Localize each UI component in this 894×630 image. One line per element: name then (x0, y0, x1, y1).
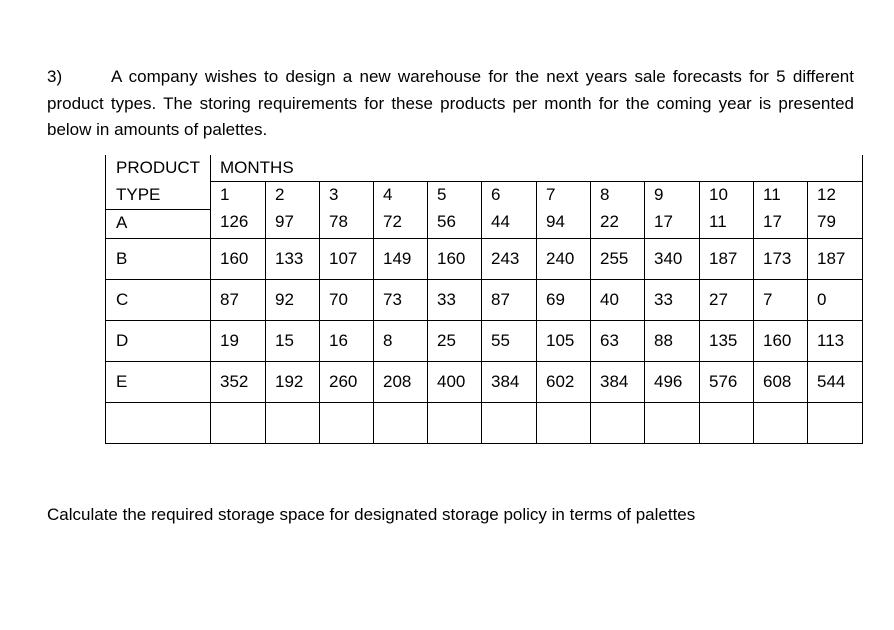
value-cell: 107 (320, 238, 374, 279)
value-cell: 192 (266, 361, 320, 402)
value-cell: 496 (645, 361, 700, 402)
month-header-cell: 6 (482, 182, 537, 210)
value-cell: 73 (374, 279, 428, 320)
value-cell: 602 (537, 361, 591, 402)
month-header-cell: 7 (537, 182, 591, 210)
value-cell: 105 (537, 320, 591, 361)
value-cell: 133 (266, 238, 320, 279)
month-header-cell: 8 (591, 182, 645, 210)
empty-cell (808, 402, 863, 443)
value-cell: 63 (591, 320, 645, 361)
value-cell: 160 (428, 238, 482, 279)
value-cell: 94 (537, 209, 591, 238)
value-cell: 33 (645, 279, 700, 320)
value-cell: 135 (700, 320, 754, 361)
table-row (106, 361, 863, 402)
month-header-cell: 2 (266, 182, 320, 210)
value-cell: 40 (591, 279, 645, 320)
value-cell: 97 (266, 209, 320, 238)
product-type-header: PRODUCT (106, 155, 211, 182)
value-cell: 11 (700, 209, 754, 238)
value-cell: 384 (482, 361, 537, 402)
value-cell: 187 (808, 238, 863, 279)
value-cell: 8 (374, 320, 428, 361)
product-type-cell: D (106, 320, 211, 361)
product-type-header-line2: TYPE (106, 182, 211, 210)
value-cell: 27 (700, 279, 754, 320)
value-cell: 16 (320, 320, 374, 361)
empty-cell (211, 402, 266, 443)
value-cell: 72 (374, 209, 428, 238)
value-cell: 17 (645, 209, 700, 238)
problem-statement (47, 64, 854, 144)
value-cell: 79 (808, 209, 863, 238)
question-text: Calculate the required storage space for designated storage policy in terms of palettes (47, 505, 696, 524)
value-cell: 240 (537, 238, 591, 279)
value-cell: 126 (211, 209, 266, 238)
value-cell: 160 (754, 320, 808, 361)
value-cell: 149 (374, 238, 428, 279)
empty-cell (482, 402, 537, 443)
value-cell: 17 (754, 209, 808, 238)
month-header-cell: 1 (211, 182, 266, 210)
storage-requirements-table (105, 155, 863, 444)
value-cell: 208 (374, 361, 428, 402)
product-type-cell: A (106, 209, 211, 238)
value-cell: 25 (428, 320, 482, 361)
value-cell: 340 (645, 238, 700, 279)
value-cell: 400 (428, 361, 482, 402)
table-row (106, 279, 863, 320)
value-cell: 173 (754, 238, 808, 279)
value-cell: 113 (808, 320, 863, 361)
value-cell: 78 (320, 209, 374, 238)
month-number-row (106, 182, 863, 210)
value-cell: 384 (591, 361, 645, 402)
empty-cell (374, 402, 428, 443)
empty-cell (591, 402, 645, 443)
empty-cell (754, 402, 808, 443)
value-cell: 88 (645, 320, 700, 361)
value-cell: 33 (428, 279, 482, 320)
months-header: MONTHS (211, 155, 863, 182)
empty-cell (106, 402, 211, 443)
month-header-cell: 10 (700, 182, 754, 210)
problem-number: 3) (47, 67, 63, 86)
value-cell: 187 (700, 238, 754, 279)
empty-cell (700, 402, 754, 443)
product-type-cell: E (106, 361, 211, 402)
empty-cell (320, 402, 374, 443)
value-cell: 7 (754, 279, 808, 320)
value-cell: 608 (754, 361, 808, 402)
product-type-cell: C (106, 279, 211, 320)
value-cell: 255 (591, 238, 645, 279)
empty-cell (645, 402, 700, 443)
month-header-cell: 5 (428, 182, 482, 210)
value-cell: 56 (428, 209, 482, 238)
month-header-cell: 9 (645, 182, 700, 210)
table-header-row (106, 155, 863, 182)
value-cell: 22 (591, 209, 645, 238)
month-header-cell: 11 (754, 182, 808, 210)
value-cell: 576 (700, 361, 754, 402)
value-cell: 87 (482, 279, 537, 320)
empty-cell (428, 402, 482, 443)
value-cell: 0 (808, 279, 863, 320)
empty-cell (537, 402, 591, 443)
value-cell: 352 (211, 361, 266, 402)
table-row (106, 238, 863, 279)
table-row (106, 209, 863, 238)
problem-text: A company wishes to design a new warehouse for the next years sale forecasts for 5 different product types. The storing requirements for these products per month for the coming year is presented below in amounts of palettes. (47, 67, 854, 139)
value-cell: 55 (482, 320, 537, 361)
value-cell: 160 (211, 238, 266, 279)
value-cell: 544 (808, 361, 863, 402)
value-cell: 260 (320, 361, 374, 402)
month-header-cell: 4 (374, 182, 428, 210)
value-cell: 87 (211, 279, 266, 320)
month-header-cell: 3 (320, 182, 374, 210)
empty-table-row (106, 402, 863, 443)
value-cell: 70 (320, 279, 374, 320)
value-cell: 15 (266, 320, 320, 361)
value-cell: 69 (537, 279, 591, 320)
empty-cell (266, 402, 320, 443)
value-cell: 92 (266, 279, 320, 320)
value-cell: 19 (211, 320, 266, 361)
product-type-cell: B (106, 238, 211, 279)
value-cell: 44 (482, 209, 537, 238)
table-row (106, 320, 863, 361)
month-header-cell: 12 (808, 182, 863, 210)
value-cell: 243 (482, 238, 537, 279)
